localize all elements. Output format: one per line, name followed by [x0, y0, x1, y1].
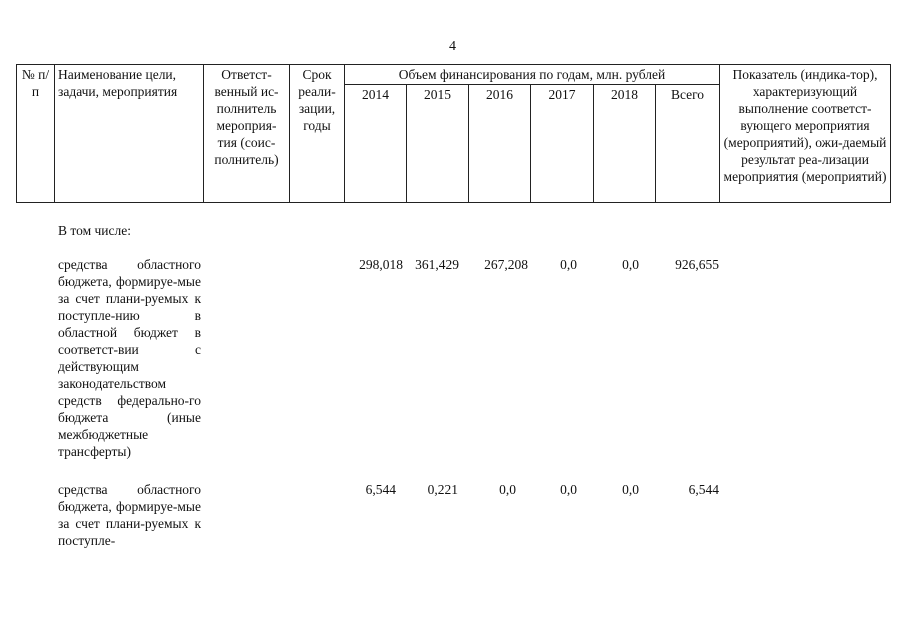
- header-table: [16, 64, 891, 203]
- header-year-2015: 2015: [407, 85, 469, 203]
- row-2-value-2016: 0,0: [499, 482, 516, 497]
- header-year-2014: 2014: [345, 85, 407, 203]
- row-2-name: средства областного бюджета, формируе-мые за счет плани-руемых к поступле-: [58, 482, 201, 548]
- row-1-value-2016: 267,208: [484, 257, 528, 272]
- header-cell-term: Срок реали-зации, годы: [290, 65, 345, 203]
- row-2-value-2017: 0,0: [560, 482, 577, 497]
- header-year-2017: 2017: [531, 85, 594, 203]
- header-cell-number: № п/п: [17, 65, 55, 203]
- header-cell-indicator: Показатель (индика-тор), характеризующий выполнение соответст-вующего мероприятия (мероприятий), ожи-даемый результат реа-лизации мероприятия (мероприятий): [720, 65, 891, 203]
- subtitle: В том числе:: [58, 223, 131, 238]
- row-2-value-total: 6,544: [688, 482, 719, 497]
- header-cell-name: Наименование цели, задачи, мероприятия: [55, 65, 204, 203]
- row-1-value-2017: 0,0: [560, 257, 577, 272]
- row-1-value-2018: 0,0: [622, 257, 639, 272]
- row-2-value-2018: 0,0: [622, 482, 639, 497]
- row-2-value-2014: 6,544: [365, 482, 396, 497]
- row-1-value-2014: 298,018: [359, 257, 403, 272]
- header-cell-funding: Объем финансирования по годам, млн. рублей: [345, 65, 720, 85]
- header-year-2016: 2016: [469, 85, 531, 203]
- header-year-2018: 2018: [594, 85, 656, 203]
- page-number: 4: [449, 39, 456, 54]
- row-2-value-2015: 0,221: [427, 482, 458, 497]
- header-cell-responsible: Ответст-венный ис-полнитель мероприя-тия (соис-полнитель): [204, 65, 290, 203]
- row-1-value-total: 926,655: [675, 257, 719, 272]
- header-year-total: Всего: [656, 85, 720, 203]
- row-1-name: средства областного бюджета, формируе-мые за счет плани-руемых к поступле-нию в областной бюджет в соответст-вии с действующим законодательством средств федерально-го бюджета (иные межбюджетные трансферты): [58, 257, 201, 459]
- row-1-value-2015: 361,429: [415, 257, 459, 272]
